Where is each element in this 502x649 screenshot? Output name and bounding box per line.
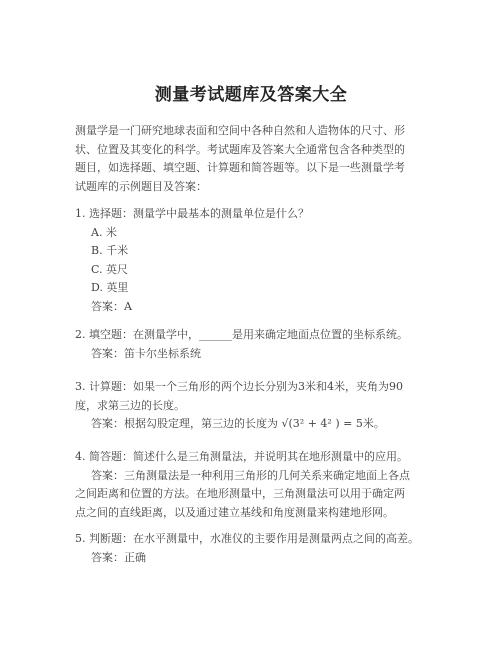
answer-text: 答案：A bbox=[91, 299, 132, 313]
question-text: 3. 计算题：如果一个三角形的两个边长分别为3米和4米，夹角为90 bbox=[75, 380, 403, 393]
option-c: C. 英尺 bbox=[91, 262, 129, 276]
answer-text: 答案：笛卡尔坐标系统 bbox=[91, 346, 201, 360]
option-b: B. 千米 bbox=[91, 244, 129, 257]
question-2 bbox=[75, 326, 408, 363]
answer-text: 答案：三角测量法是一种利用三角形的几何关系来确定地面上各点 bbox=[91, 468, 410, 482]
answer-text: 答案：根据勾股定理，第三边的长度为 √(3² + 4² ) = 5米。 bbox=[91, 417, 385, 430]
question-5 bbox=[75, 530, 419, 567]
intro-line: 题目，如选择题、填空题、计算题和简答题等。以下是一些测量学考 bbox=[75, 161, 405, 174]
question-text: 5. 判断题：在水平测量中，水准仪的主要作用是测量两点之间的高差。 bbox=[75, 532, 419, 545]
question-text: 2. 填空题：在测量学中，______是用来确定地面点位置的坐标系统。 bbox=[75, 328, 408, 341]
answer-text: 答案：正确 bbox=[91, 550, 146, 564]
document-title: 测量考试题库及答案大全 bbox=[154, 85, 348, 105]
answer-text: 之间距离和位置的方法。在地形测量中，三角测量法可以用于确定两 bbox=[75, 487, 405, 500]
intro-line: 测量学是一门研究地球表面和空间中各种自然和人造物体的尺寸、形 bbox=[75, 124, 405, 137]
intro-line: 试题库的示例题目及答案： bbox=[75, 179, 207, 193]
answer-text: 点之间的直线距离，以及通过建立基线和角度测量来构建地形网。 bbox=[75, 505, 394, 519]
option-d: D. 英里 bbox=[91, 281, 129, 294]
intro-line: 状、位置及其变化的科学。考试题库及答案大全通常包含各种类型的 bbox=[75, 142, 405, 156]
question-text: 1. 选择题：测量学中最基本的测量单位是什么？ bbox=[75, 207, 309, 220]
question-text: 度，求第三边的长度。 bbox=[75, 398, 185, 412]
question-1 bbox=[75, 205, 309, 316]
question-text: 4. 简答题：简述什么是三角测量法，并说明其在地形测量中的应用。 bbox=[75, 450, 408, 463]
question-4 bbox=[75, 448, 410, 522]
question-3 bbox=[75, 378, 403, 434]
option-a: A. 米 bbox=[91, 225, 117, 239]
intro-paragraph bbox=[75, 122, 405, 196]
